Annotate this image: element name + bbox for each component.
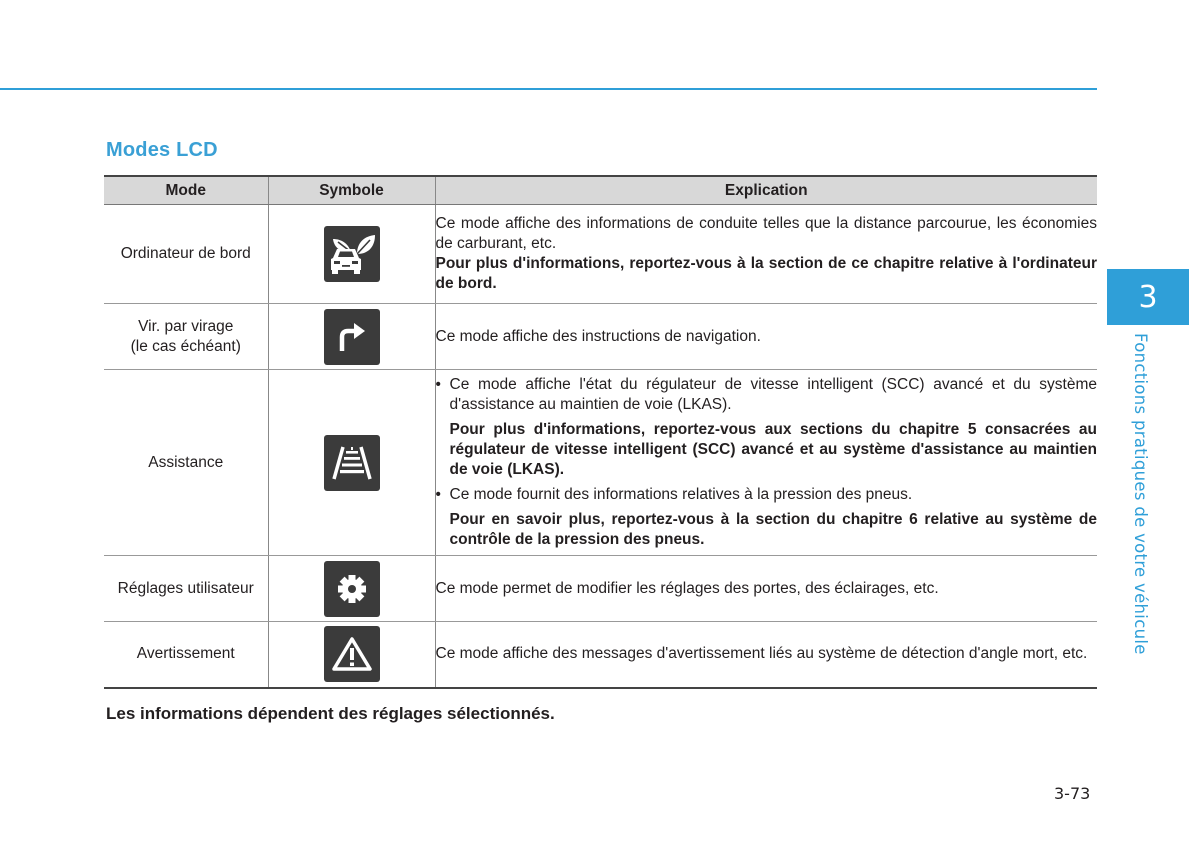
explanation-bullet: • Ce mode affiche l'état du régulateur de vitesse intelligent (SCC) avancé et du système d'assistance au maintien de voie (LKAS). xyxy=(436,375,1098,415)
explanation-text: Ce mode affiche des messages d'avertissement liés au système de détection d'angle mort, etc. xyxy=(435,645,1088,663)
page-number: 3-73 xyxy=(1054,784,1091,803)
chapter-number-tab: 3 xyxy=(1107,269,1189,325)
mode-name xyxy=(104,304,268,370)
header-symbol: Symbole xyxy=(268,176,435,205)
chapter-title: Fonctions pratiques de votre véhicule xyxy=(1131,333,1150,655)
mode-name-line1: Vir. par virage xyxy=(138,317,234,335)
table-header-row xyxy=(104,176,1097,205)
explanation-note: Pour plus d'informations, reportez-vous à la section de ce chapitre relative à l'ordinateur de bord. xyxy=(435,255,1097,292)
trip-computer-car-leaf-icon xyxy=(324,226,380,282)
table-row xyxy=(104,304,1097,370)
symbol-cell xyxy=(268,556,435,622)
mode-name: Assistance xyxy=(104,370,268,556)
gear-icon xyxy=(324,561,380,617)
table-row xyxy=(104,205,1097,304)
explanation-cell xyxy=(435,304,1097,370)
mode-name: Réglages utilisateur xyxy=(104,556,268,622)
explanation-note: Pour plus d'informations, reportez-vous aux sections du chapitre 5 consacrées au régulateur de vitesse intelligent (SCC) avancé et au système d'assistance au maintien de voie (LKAS). xyxy=(449,421,1097,478)
top-rule xyxy=(0,88,1097,90)
symbol-cell xyxy=(268,304,435,370)
table-row xyxy=(104,370,1097,556)
lcd-modes-table xyxy=(104,175,1097,689)
mode-name: Avertissement xyxy=(104,622,268,688)
header-explanation: Explication xyxy=(435,176,1097,205)
explanation-cell xyxy=(435,622,1097,688)
mode-name-line2: (le cas échéant) xyxy=(130,337,241,355)
lane-assist-icon xyxy=(324,435,380,491)
explanation-text: Ce mode permet de modifier les réglages des portes, des éclairages, etc. xyxy=(435,579,939,597)
table-row xyxy=(104,556,1097,622)
symbol-cell xyxy=(268,622,435,688)
warning-triangle-icon xyxy=(324,626,380,682)
explanation-note: Pour en savoir plus, reportez-vous à la section du chapitre 6 relative au système de contrôle de la pression des pneus. xyxy=(449,511,1097,548)
header-mode: Mode xyxy=(104,176,268,205)
mode-name: Ordinateur de bord xyxy=(104,205,268,304)
section-title: Modes LCD xyxy=(106,139,218,161)
table-row xyxy=(104,622,1097,688)
symbol-cell xyxy=(268,370,435,556)
symbol-cell xyxy=(268,205,435,304)
explanation-text: Ce mode affiche des informations de conduite telles que la distance parcourue, les économies de carburant, etc. xyxy=(435,215,1097,252)
explanation-cell xyxy=(435,556,1097,622)
explanation-cell xyxy=(435,370,1097,556)
explanation-text: Ce mode affiche des instructions de navigation. xyxy=(435,327,761,345)
turn-right-arrow-icon xyxy=(324,309,380,365)
footnote: Les informations dépendent des réglages sélectionnés. xyxy=(106,704,555,723)
explanation-cell xyxy=(435,205,1097,304)
explanation-bullet: • Ce mode fournit des informations relatives à la pression des pneus. xyxy=(436,485,1098,505)
